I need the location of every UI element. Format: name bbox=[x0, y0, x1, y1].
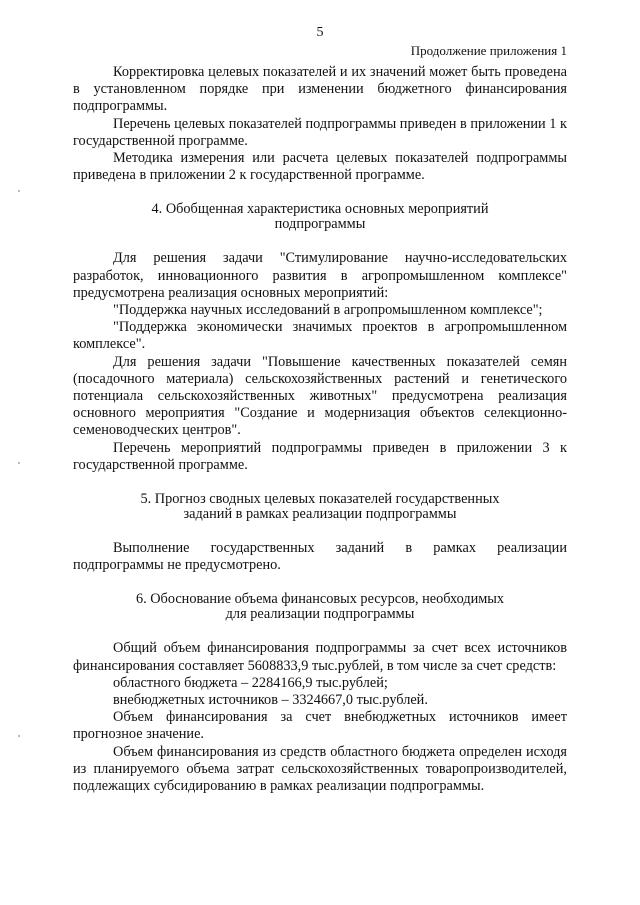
list-item: "Поддержка научных исследований в агропромышленном комплексе"; bbox=[113, 302, 543, 319]
section-heading bbox=[113, 592, 527, 622]
paragraph: Методика измерения или расчета целевых показателей подпрограммы приведена в приложении 2 к государственной программе. bbox=[73, 150, 567, 184]
page-number: 5 bbox=[316, 25, 324, 40]
paragraph: Общий объем финансирования подпрограммы за счет всех источников финансирования составляет 5608833,9 тыс.рублей, в том числе за счет средств: bbox=[73, 640, 567, 674]
paragraph: Перечень мероприятий подпрограммы приведен в приложении 3 к государственной программе. bbox=[73, 439, 567, 473]
section-heading-line: 4. Обобщенная характеристика основных мероприятий bbox=[151, 201, 489, 218]
paragraph: Для решения задачи "Повышение качественных показателей семян (посадочного материала) сельскохозяйственных растений и генетического потенциала сельскохозяйственных животных" предусмотрена реализация основного мероприятия "Создание и модернизация объектов селекционно-семеноводческих центров". bbox=[73, 353, 567, 439]
margin-mark bbox=[18, 462, 20, 464]
margin-mark bbox=[18, 735, 20, 737]
list-item: "Поддержка экономически значимых проектов в агропромышленном комплексе". bbox=[73, 319, 567, 353]
section-heading-line: 5. Прогноз сводных целевых показателей государственных bbox=[140, 491, 500, 508]
paragraph: Перечень целевых показателей подпрограммы приведен в приложении 1 к государственной программе. bbox=[73, 115, 567, 149]
paragraph: Объем финансирования из средств областного бюджета определен исходя из планируемого объема затрат сельскохозяйственных товаропроизводителей, подлежащих субсидированию в рамках реализации подпрограммы. bbox=[73, 743, 567, 795]
section-heading bbox=[113, 202, 527, 232]
section-heading-line: подпрограммы bbox=[274, 216, 366, 233]
section-heading-line: для реализации подпрограммы bbox=[225, 606, 415, 623]
margin-mark bbox=[18, 190, 20, 192]
paragraph: Объем финансирования за счет внебюджетных источников имеет прогнозное значение. bbox=[73, 709, 567, 743]
list-item: внебюджетных источников – 3324667,0 тыс.рублей. bbox=[113, 692, 428, 709]
section-heading-line: 6. Обоснование объема финансовых ресурсов, необходимых bbox=[135, 591, 505, 608]
paragraph: Выполнение государственных заданий в рамках реализации подпрограммы не предусмотрено. bbox=[73, 540, 567, 574]
document-body bbox=[73, 64, 567, 795]
paragraph: Корректировка целевых показателей и их значений может быть проведена в установленном порядке при изменении бюджетного финансирования подпрограммы. bbox=[73, 64, 567, 115]
appendix-note: Продолжение приложения 1 bbox=[410, 43, 567, 58]
list-item: областного бюджета – 2284166,9 тыс.рублей; bbox=[113, 674, 388, 691]
paragraph: Для решения задачи "Стимулирование научно-исследовательских разработок, инновационного развития в агропромышленном комплексе" предусмотрена реализация основных мероприятий: bbox=[73, 250, 567, 301]
section-heading-line: заданий в рамках реализации подпрограммы bbox=[183, 506, 457, 523]
section-heading bbox=[113, 492, 527, 522]
